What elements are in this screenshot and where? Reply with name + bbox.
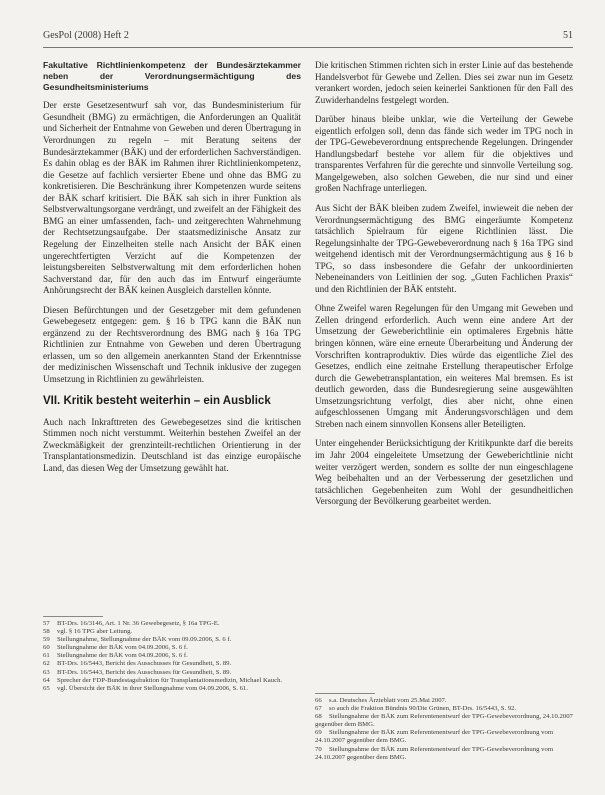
footnotes-right	[315, 697, 573, 777]
running-header	[43, 30, 573, 46]
page-number: 51	[563, 30, 573, 41]
footnote: 58 vgl. § 16 TPG aber Leitung.	[43, 628, 133, 636]
right-column	[315, 60, 573, 684]
paragraph: Darüber hinaus bleibe unklar, wie die Verteilung der Gewebe eigentlich erfolgen soll, denn das fände sich weder im TPG noch in der TPG-Gewebeverordnung entsprechende Regelungen. Dringender Handlungsbedarf bestehe vor allem für die objektives und transparentes Verfahren für die gerechte und sinnvolle Verteilung sog. Mangelgeweben, also solchen Geweben, die nur sind und einer großen Nachfrage unterliegen.	[315, 114, 573, 194]
footnote: 61 Stellungnahme der BÄK vom 04.09.2006, S. 6 f.	[43, 652, 188, 660]
section-title: VII. Kritik besteht weiterhin – ein Ausblick	[43, 394, 271, 407]
journal-citation: GesPol (2008) Heft 2	[43, 30, 129, 41]
subheading: Fakultative Richtlinienkompetenz der Bundesärztekammer neben der Verordnungsermächtigung des Gesundheitsministeriums	[43, 60, 301, 92]
footnote: 69 Stellungnahme der BÄK zum Referentenentwurf der TPG-Gewebeverordnung vom 24.10.2007 gegenüber dem BMG.	[315, 729, 554, 745]
footnote: 67 so auch die Fraktion Bündnis 90/Die Grünen, BT-Drs. 16/5443, S. 92.	[315, 705, 517, 713]
footnote: 68 Stellungnahme der BÄK zum Referentenentwurf der TPG-Gewebeverordnung, 24.10.2007 gegenüber dem BMG.	[315, 713, 573, 729]
paragraph: Ohne Zweifel waren Regelungen für den Umgang mit Geweben und Zellen dringend erforderlich. Auch wenn eine andere Art der Umsetzung der Geweberichtlinie ein optimaleres Ergebnis hätte bringen können, wäre eine erneute Überarbeitung und Änderung der Vorschriften kontraproduktiv. Dies würde das eigentliche Ziel des Gesetzes, endlich eine zeitnahe Erstellung therapeutischer Erfolge durch die Gewebetransplantation, ein weiteres Mal bremsen. Es ist deutlich geworden, dass die Bundesregierung seine ausgewählten Umsetzungsrichtung verfolgt, dies aber nicht, ohne einen aufgeschlossenen Umgang mit Änderungsvorschlägen und dem Streben nach einem sinnvollen Konsens aller Beteiligten.	[315, 303, 573, 429]
footnote: 65 vgl. Übersicht der BÄK in ihrer Stellungnahme vom 04.09.2006, S. 61.	[43, 684, 248, 692]
left-column	[43, 60, 301, 616]
footnote-divider	[43, 616, 103, 617]
footnote: 62 BT-Drs. 16/5443, Bericht des Ausschusses für Gesundheit, S. 89.	[43, 660, 232, 668]
paragraph: Der erste Gesetzesentwurf sah vor, das Bundesministerium für Gesundheit (BMG) zu ermächtigen, die Anforderungen an Qualität und Sicherheit der Entnahme von Geweben und deren Übertragung in Verordnungen zu regeln – mit Beratung seitens der Bundesärztekammer (BÄK) und der erforderlichen Sachverständigen. Es dahin oblag es der BÄK im Rahmen ihrer Richtlinienkompetenz, die Gesetze auf fachlich versierter Ebene und ohne das BMG zu konkretisieren. Die Beschränkung ihrer Kompetenzen wurde seitens der BÄK scharf kritisiert. Die BÄK sah sich in ihrer Funktion als Selbstverwaltungsorgane verdrängt, und zweifelt an der Fähigkeit des BMG an einer umfassenden, fach- und zeitgerechten Wahrnehmung der Rechtsetzungsaufgabe. Der staatsmedizinische Ansatz zur Regelung der Einzelheiten stelle nach Ansicht der BÄK einen ungerechtfertigten Verzicht auf die Kompetenzen der leistungsbereiten Selbstverwaltung mit dem erforderlichen hohen Sachverstand dar, für den auch das im Entwurf eingeräumte Anhörungsrecht der BÄK keinen Ausgleich darstellen könnte.	[43, 100, 301, 296]
footnote-divider	[315, 693, 375, 694]
paragraph: Auch nach Inkrafttreten des Gewebegesetzes sind die kritischen Stimmen noch nicht verstummt. Weiterhin bestehen Zweifel an der Zweckmäßigkeit der grenzinteilt-rechtlichen Orientierung in der Transplantationsmedizin. Deutschland ist das einzige europäische Land, das diesen Weg der Umsetzung gewählt hat.	[43, 416, 301, 473]
footnote: 64 Sprecher der FDP-Bundestagsfraktion für Transplantationsmedizin, Michael Kauch.	[43, 676, 283, 684]
footnote: 70 Stellungnahme der BÄK zum Referentenentwurf der TPG-Gewebeverordnung vom 24.10.2007 gegenüber dem BMG.	[315, 745, 554, 761]
footnote: 59 Stellungnahme, Stellungnahme der BÄK vom 09.09.2006, S. 6 f.	[43, 636, 232, 644]
footnote: 66 s.a. Deutsches Ärzteblatt vom 25.Mai 2007.	[315, 697, 447, 704]
header-rule	[43, 47, 573, 48]
footnotes-left	[43, 620, 301, 770]
paragraph: Unter eingehender Berücksichtigung der Kritikpunkte darf die bereits im Jahr 2004 eingeleitete Umsetzung der Geweberichtlinie nicht weiter verzögert werden, sondern es sollte der nun eingeschlagene Weg beibehalten und an der Verbesserung der gesetzlichen und tatsächlichen Gegebenheiten zum Wohl der gesundheitlichen Versorgung der Bevölkerung gearbeitet werden.	[315, 438, 573, 507]
footnote: 60 Stellungnahme der BÄK vom 04.09.2006, S. 6 f.	[43, 644, 188, 652]
paragraph: Diesen Befürchtungen und der Gesetzgeber mit dem gefundenen Gewebegesetz entgegen: gem. § 16 b TPG kann die BÄK nun ergänzend zu der Rechtsverordnung des BMG nach § 16a TPG Richtlinien zur Entnahme von Geweben und deren Übertragung erlassen, um so den allgemein anerkannten Stand der Erkenntnisse der medizinischen Wissenschaft und Technik inklusive der zugegen Umsetzung in Richtlinien zu gewährleisten.	[43, 304, 301, 384]
footnote: 57 BT-Drs. 16/3146, Art. 1 Nr. 36 Gewebegesetz, § 16a TPG-E.	[43, 620, 220, 627]
paragraph: Aus Sicht der BÄK bleiben zudem Zweifel, inwieweit die neben der Verordnungsermächtigung des BMG eingeräumte Kompetenz tatsächlich Spielraum für eigene Richtlinien lässt. Die Regelungsinhalte der TPG-Gewebeverordnung nach § 16a TPG sind weitgehend identisch mit der Verordnungsermächtigung aus § 16 b TPG, so dass insbesondere die Gefahr der unkoordinierten Nebeneinanders von Leitlinien der sog. „Guten Fachlichen Praxis“ und den Richtlinien der BÄK entsteht.	[315, 203, 573, 294]
paragraph: Die kritischen Stimmen richten sich in erster Linie auf das bestehende Handelsverbot für Gewebe und Zellen. Dies sei zwar nun im Gesetz verankert worden, jedoch seien keinerlei Sanktionen für den Fall des Zuwiderhandelns festgelegt worden.	[315, 60, 573, 105]
footnote: 63 BT-Drs. 16/5443, Bericht des Ausschusses für Gesundheit, S. 89.	[43, 668, 232, 676]
